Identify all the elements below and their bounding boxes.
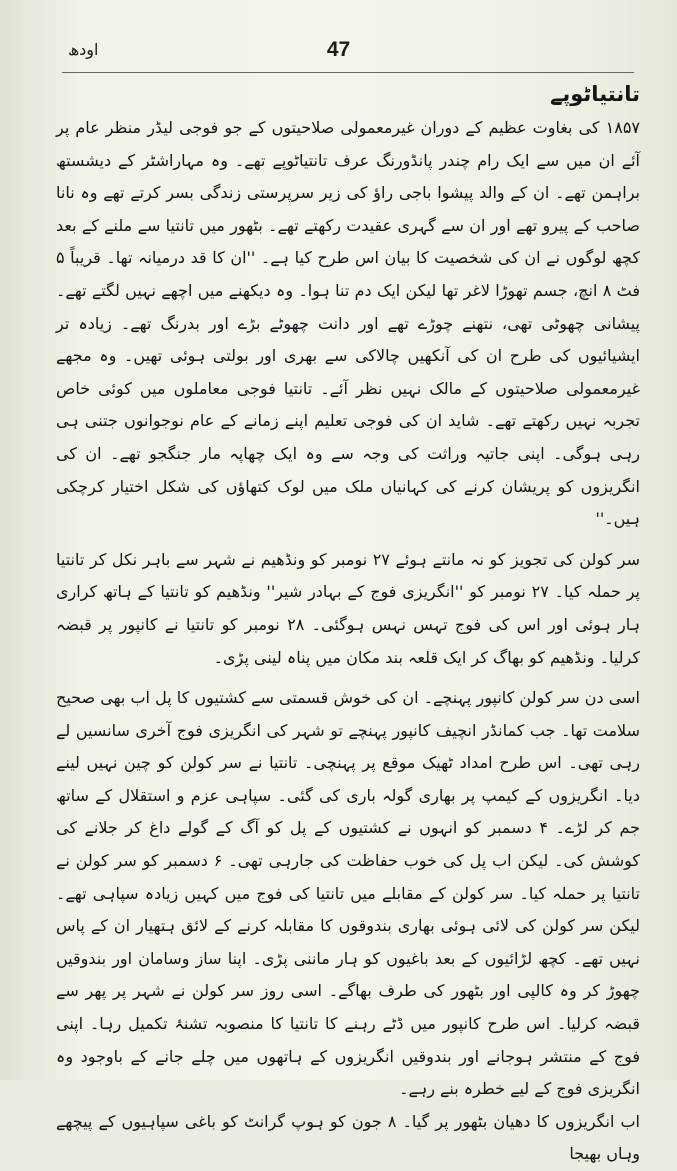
page-content	[56, 82, 640, 1171]
section-heading: تانتیاٹوپے	[550, 82, 640, 106]
paragraph-1: ۱۸۵۷ کی بغاوت عظیم کے دوران غیرمعمولی صلاحیتوں کے جو فوجی لیڈر منظر عام پر آئے ان میں سے ایک رام چندر پانڈورنگ عرف تانتیاٹوپے تھے۔ وہ مہاراشٹر کے دیشستھ براہمن تھے۔ ان کے والد پیشوا باجی راؤ کی زیر سرپرستی زندگی بسر کرتے تھے وہ نانا صاحب کے پیرو تھے اور ان سے گہری عقیدت رکھتے تھے۔ بٹھور میں تانتیا سے ملنے کے بعد کچھ لوگوں نے ان کی شخصیت کا بیان اس طرح کیا ہے۔ ''ان کا قد درمیانہ تھا۔ قریباً ۵ فٹ ۸ انچ، جسم تھوڑا لاغر تھا لیکن ایک دم تنا ہوا۔ وہ دیکھنے میں اچھے نہیں لگتے تھے۔ پیشانی چھوٹی تھی، نتھنے چوڑے تھے اور دانت چھوٹے بڑے اور بدرنگ تھے۔ زیادہ تر ایشیائیوں کی طرح ان کی آنکھیں چالاکی سے بھری اور بولتی ہوئی تھیں۔ وہ مجھے غیرمعمولی صلاحیتوں کے مالک نہیں نظر آئے۔ تانتیا فوجی معاملوں میں کوئی خاص تجربہ نہیں رکھتے تھے۔ شاید ان کی فوجی تعلیم اپنے زمانے کے عام نوجوانوں جتنی ہی رہی ہوگی۔ اپنی جاتیہ وراثت کی وجہ سے وہ ایک چھاپہ مار جنگجو تھے۔ ان کی انگریزوں کو پریشان کرنے کی کہانیاں ملک میں لوک کتھاؤں کی شکل اختیار کرچکی ہیں۔''	[56, 118, 640, 529]
paragraph-spacer	[56, 674, 640, 682]
header-rule	[62, 72, 634, 73]
paragraph-3: اسی دن سر کولن کانپور پہنچے۔ ان کی خوش قسمتی سے کشتیوں کا پل اب بھی صحیح سلامت تھا۔ جب کمانڈر انچیف کانپور پہنچے تو شہر کی انگریزی فوج آخری سانسیں لے رہی تھی۔ اس طرح امداد ٹھیک موقع پر پہنچی۔ تانتیا نے سر کولن کو چین نہیں لینے دیا۔ انگریزوں کے کیمپ پر بھاری گولہ باری کی گئی۔ سپاہی عزم و استقلال کے ساتھ جم کر لڑے۔ ۴ دسمبر کو انہوں نے کشتیوں کے پل کو آگ کے گولے داغ کر جلانے کی کوشش کی۔ لیکن اب پل کی خوب حفاظت کی جارہی تھی۔ ۶ دسمبر کو سر کولن نے تانتیا پر حملہ کیا۔ سر کولن کے مقابلے میں تانتیا کی فوج میں کہیں زیادہ سپاہی تھے۔ لیکن سر کولن کی لائی ہوئی بھاری بندوقوں کا مقابلہ کرنے کے لائق ہتھیار ان کے پاس نہیں تھے۔ کچھ لڑائیوں کے بعد باغیوں کو ہار ماننی پڑی۔ اپنا ساز وسامان اور بندوقیں چھوڑ کر وہ کالپی اور بٹھور کی طرف بھاگے۔ اسی روز سر کولن نے شہر پر پھر سے قبضہ کرلیا۔ اس طرح کانپور میں ڈٹے رہنے کا تانتیا کا منصوبہ تشنۂ تکمیل رہا۔ اپنی فوج کے منتشر ہوجانے اور بندوقیں انگریزوں کے ہاتھوں میں چلے جانے کے باوجود وہ انگریزی فوج کے لیے خطرہ بنے رہے۔	[56, 688, 641, 1099]
paragraph-4: اب انگریزوں کا دھیان بٹھور پر گیا۔ ۸ جون کو ہوپ گرانٹ کو باغی سپاہیوں کے پیچھے وہاں بھیجا	[56, 1111, 640, 1164]
page-number: 47	[326, 38, 351, 61]
paragraph-2: سر کولن کی تجویز کو نہ مانتے ہوئے ۲۷ نومبر کو ونڈھیم نے شہر سے باہر نکل کر تانتیا پر حملہ کیا۔ ۲۷ نومبر کو ''انگریزی فوج کے بہادر شیر'' ونڈھیم کو تانتیا کے ہاتھ کراری ہار ہوئی اور اس کی فوج تہس نہس ہوگئی۔ ۲۸ نومبر کو تانتیا نے کانپور پر قبضہ کرلیا۔ ونڈھیم کو بھاگ کر ایک قلعہ بند مکان میں پناہ لینی پڑی۔	[56, 549, 641, 667]
paragraph-spacer	[56, 536, 640, 544]
page-header	[0, 38, 677, 68]
running-head: اودھ	[68, 40, 99, 59]
body-text	[56, 112, 640, 1171]
